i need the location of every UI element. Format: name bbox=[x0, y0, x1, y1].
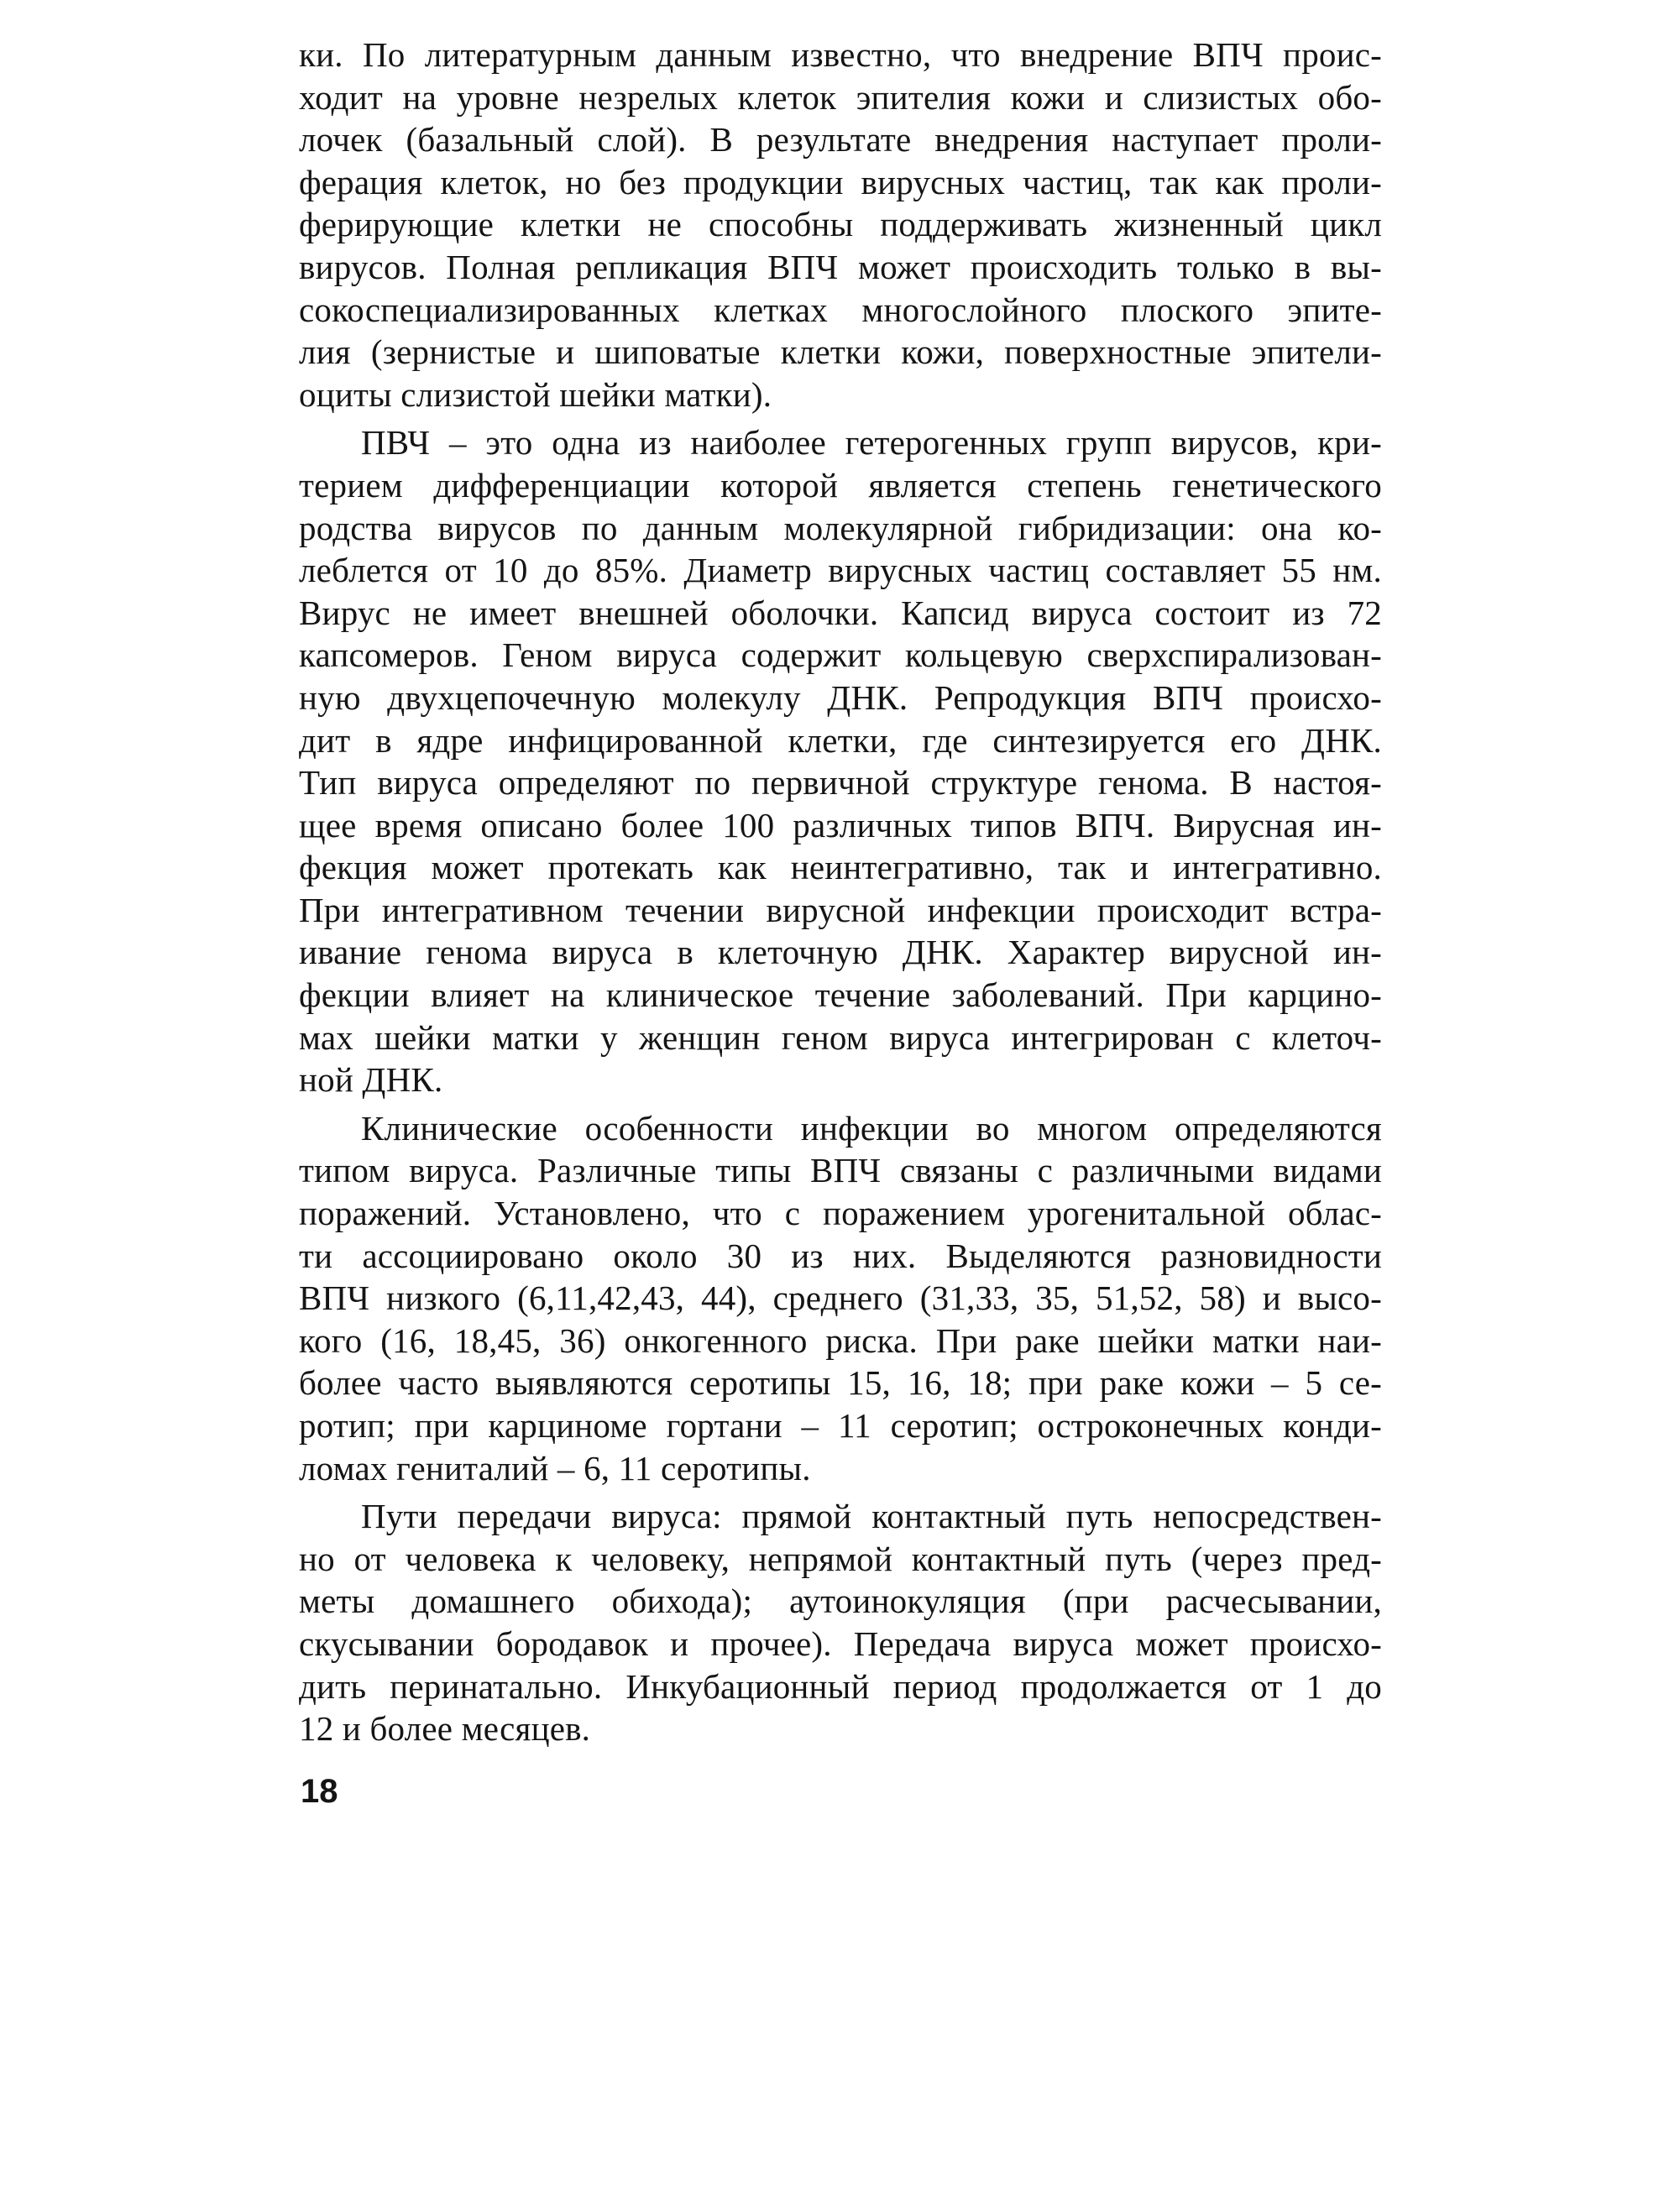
text-line: кого (16, 18,45, 36) онкогенного риска. При раке шейки матки наи- bbox=[299, 1320, 1382, 1360]
text-line: При интегративном течении вирусной инфекции происходит встра- bbox=[299, 890, 1382, 929]
text-line: мах шейки матки у женщин геном вируса интегрирован с клеточ- bbox=[299, 1017, 1382, 1057]
text-line: лия (зернистые и шиповатые клетки кожи, поверхностные эпители- bbox=[299, 332, 1382, 372]
text-line: ки. По литературным данным известно, что внедрение ВПЧ проис- bbox=[299, 35, 1382, 74]
text-line: ти ассоциировано около 30 из них. Выделяются разновидности bbox=[299, 1236, 1382, 1275]
text-line: скусывании бородавок и прочее). Передача вируса может происхо- bbox=[299, 1623, 1382, 1663]
text-line: сокоспециализированных клетках многослойного плоского эпите- bbox=[299, 290, 1382, 329]
text-line: оциты слизистой шейки матки). bbox=[299, 374, 772, 414]
text-line: ферация клеток, но без продукции вирусных частиц, так как проли- bbox=[299, 162, 1382, 201]
page-number: 18 bbox=[301, 1773, 338, 1810]
text-line: ВПЧ низкого (6,11,42,43, 44), среднего (31,33, 35, 51,52, 58) и высо- bbox=[299, 1278, 1382, 1318]
text-line: фекция может протекать как неинтегративно, так и интегративно. bbox=[299, 848, 1382, 887]
text-line: капсомеров. Геном вируса содержит кольцевую сверхспирализован- bbox=[299, 635, 1382, 675]
text-line: типом вируса. Различные типы ВПЧ связаны с различными видами bbox=[299, 1151, 1382, 1190]
text-line: ПВЧ – это одна из наиболее гетерогенных групп вирусов, кри- bbox=[361, 423, 1382, 463]
paragraph-2 bbox=[299, 421, 1382, 1101]
text-line: поражений. Установлено, что с поражением урогенитальной облас- bbox=[299, 1194, 1382, 1233]
text-line: более часто выявляются серотипы 15, 16, 18; при раке кожи – 5 се- bbox=[299, 1363, 1382, 1403]
text-line: лочек (базальный слой). В результате внедрения наступает проли- bbox=[299, 120, 1382, 159]
text-line: ивание генома вируса в клеточную ДНК. Характер вирусной ин- bbox=[299, 933, 1382, 972]
paragraph-3 bbox=[299, 1107, 1382, 1489]
text-line: ротип; при карциноме гортани – 11 серотип; остроконечных конди- bbox=[299, 1406, 1382, 1445]
text-line: но от человека к человеку, непрямой контактный путь (через пред- bbox=[299, 1539, 1382, 1578]
text-line: леблется от 10 до 85%. Диаметр вирусных частиц составляет 55 нм. bbox=[299, 551, 1382, 590]
text-line: дит в ядре инфицированной клетки, где синтезируется его ДНК. bbox=[299, 720, 1382, 760]
text-line: Клинические особенности инфекции во многом определяются bbox=[361, 1108, 1382, 1148]
text-line: ходит на уровне незрелых клеток эпителия кожи и слизистых обо- bbox=[299, 77, 1382, 117]
text-line: ную двухцепочечную молекулу ДНК. Репродукция ВПЧ происхо- bbox=[299, 677, 1382, 717]
text-line: дить перинатально. Инкубационный период продолжается от 1 до bbox=[299, 1666, 1382, 1706]
text-line: Тип вируса определяют по первичной структуре генома. В настоя- bbox=[299, 763, 1382, 803]
text-line: 12 и более месяцев. bbox=[299, 1709, 591, 1749]
text-line: ной ДНК. bbox=[299, 1060, 443, 1100]
text-line: ломах гениталий – 6, 11 серотипы. bbox=[299, 1448, 811, 1488]
text-line: Вирус не имеет внешней оболочки. Капсид вируса состоит из 72 bbox=[299, 593, 1382, 632]
text-line: щее время описано более 100 различных типов ВПЧ. Вирусная ин- bbox=[299, 805, 1382, 844]
paragraph-1 bbox=[299, 34, 1382, 416]
document-page bbox=[299, 34, 1382, 1750]
paragraph-4 bbox=[299, 1495, 1382, 1750]
text-line: вирусов. Полная репликация ВПЧ может происходить только в вы- bbox=[299, 247, 1382, 286]
text-line: ферирующие клетки не способны поддерживать жизненный цикл bbox=[299, 205, 1382, 244]
text-line: Пути передачи вируса: прямой контактный путь непосредствен- bbox=[361, 1497, 1382, 1536]
text-line: фекции влияет на клиническое течение заболеваний. При карцино- bbox=[299, 975, 1382, 1015]
text-line: меты домашнего обихода); аутоинокуляция (при расчесывании, bbox=[299, 1582, 1382, 1621]
text-line: терием дифференциации которой является степень генетического bbox=[299, 465, 1382, 505]
text-line: родства вирусов по данным молекулярной гибридизации: она ко- bbox=[299, 508, 1382, 547]
